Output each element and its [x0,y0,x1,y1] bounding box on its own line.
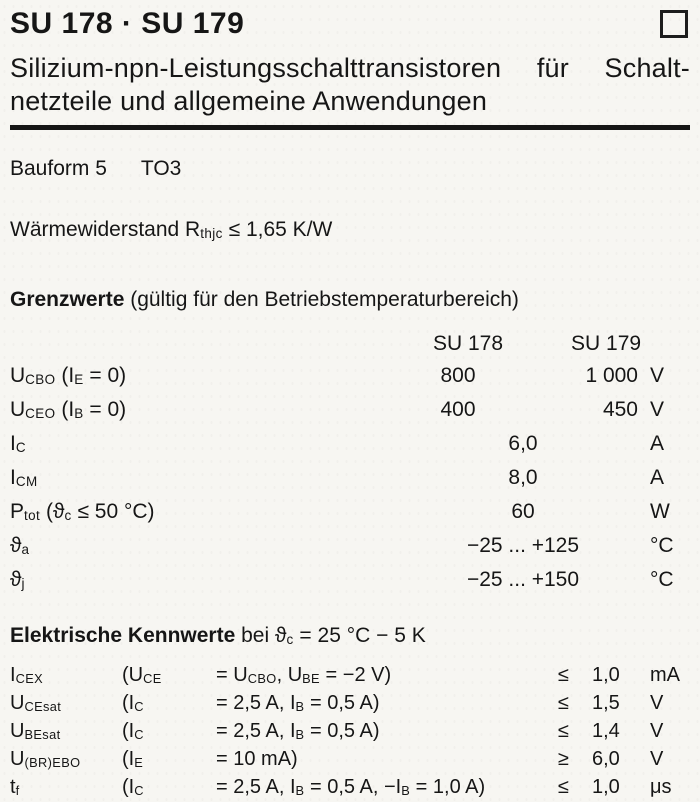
relation-sign: ≥ [558,748,569,770]
column-header-su179: SU 179 [571,332,642,355]
unit: V [650,692,664,714]
test-condition [122,774,558,802]
limit-value: 1,5 [592,692,620,714]
param-symbol: tf [10,776,20,798]
unit: °C [650,534,674,557]
table-row [10,428,690,462]
bauform-line [10,157,690,181]
limit-value: 6,0 [592,748,620,770]
condition-values: = UCBO, UBE = −2 V) [216,664,392,686]
bauform-label: Bauform 5 [10,157,107,180]
table-row [10,564,690,598]
condition-values: = 2,5 A, IB = 0,5 A) [216,692,380,714]
unit: mA [650,664,680,686]
value-su179: 450 [602,398,638,421]
unit: V [650,748,664,770]
param-label: ICM [10,466,38,489]
condition-values: = 2,5 A, IB = 0,5 A, −IB = 1,0 A) [216,776,486,798]
condition-symbol: (IC [122,776,144,798]
value-su179: 1 000 [585,364,638,387]
page-title: SU 178 · SU 179 [10,7,245,40]
unit: V [650,398,665,421]
package-label: TO3 [140,157,182,180]
value-shared: 60 [511,500,535,523]
table-row [10,496,690,530]
value-shared: −25 ... +125 [466,534,580,557]
param-label: ϑj [10,568,25,591]
relation-sign: ≤ [558,776,569,798]
param-label: ϑa [10,534,30,557]
table-row [10,530,690,564]
table-row [10,662,690,690]
unit: A [650,432,665,455]
column-header-su178: SU 178 [433,332,504,355]
param-label: UCBO (IE = 0) [10,364,127,387]
value-su178: 800 [440,364,476,387]
table-row [10,774,690,802]
limits-table [10,360,690,598]
unit: W [650,500,670,523]
table-row [10,360,690,394]
limits-column-headers [10,331,690,357]
value-shared: −25 ... +150 [466,568,580,591]
header [10,6,690,42]
table-row [10,462,690,496]
horizontal-rule [10,125,690,130]
limit-value: 1,4 [592,720,620,742]
param-label: IC [10,432,26,455]
table-row [10,690,690,718]
unit: °C [650,568,674,591]
relation-sign: ≤ [558,664,569,686]
table-row [10,718,690,746]
table-row [10,394,690,428]
value-su178: 400 [440,398,476,421]
test-condition [122,662,558,690]
test-condition [122,690,558,718]
condition-symbol: (IE [122,748,144,770]
param-symbol: UBEsat [10,720,61,742]
subtitle [10,52,690,118]
relation-sign: ≤ [558,692,569,714]
value-shared: 8,0 [508,466,538,489]
unit: A [650,466,665,489]
condition-symbol: (IC [122,720,144,742]
param-label: Ptot (ϑc ≤ 50 °C) [10,500,155,523]
param-symbol: U(BR)EBO [10,748,81,770]
corner-square-icon [660,10,688,38]
characteristics-section-heading: Elektrische Kennwerte bei ϑc = 25 °C − 5 K [10,624,426,647]
condition-symbol: (UCE [122,664,162,686]
condition-symbol: (IC [122,692,144,714]
characteristics-table [10,662,690,802]
condition-values: = 2,5 A, IB = 0,5 A) [216,720,380,742]
limits-section-heading: Grenzwerte (gültig für den Betriebstemperaturbereich) [10,288,519,311]
limit-value: 1,0 [592,776,620,798]
limit-value: 1,0 [592,664,620,686]
thermal-resistance-line: Wärmewiderstand Rthjc ≤ 1,65 K/W [10,218,333,241]
param-symbol: ICEX [10,664,44,686]
relation-sign: ≤ [558,720,569,742]
param-label: UCEO (IB = 0) [10,398,127,421]
unit: μs [650,776,672,798]
param-symbol: UCEsat [10,692,62,714]
test-condition [122,718,558,746]
unit: V [650,720,664,742]
unit: V [650,364,665,387]
subtitle-line-2: netzteile und allgemeine Anwendungen [10,86,488,116]
subtitle-line-1: Silizium-npn-Leistungsschalttransistoren für Schalt- [10,53,690,83]
condition-values: = 10 mA) [216,748,298,770]
value-shared: 6,0 [508,432,538,455]
